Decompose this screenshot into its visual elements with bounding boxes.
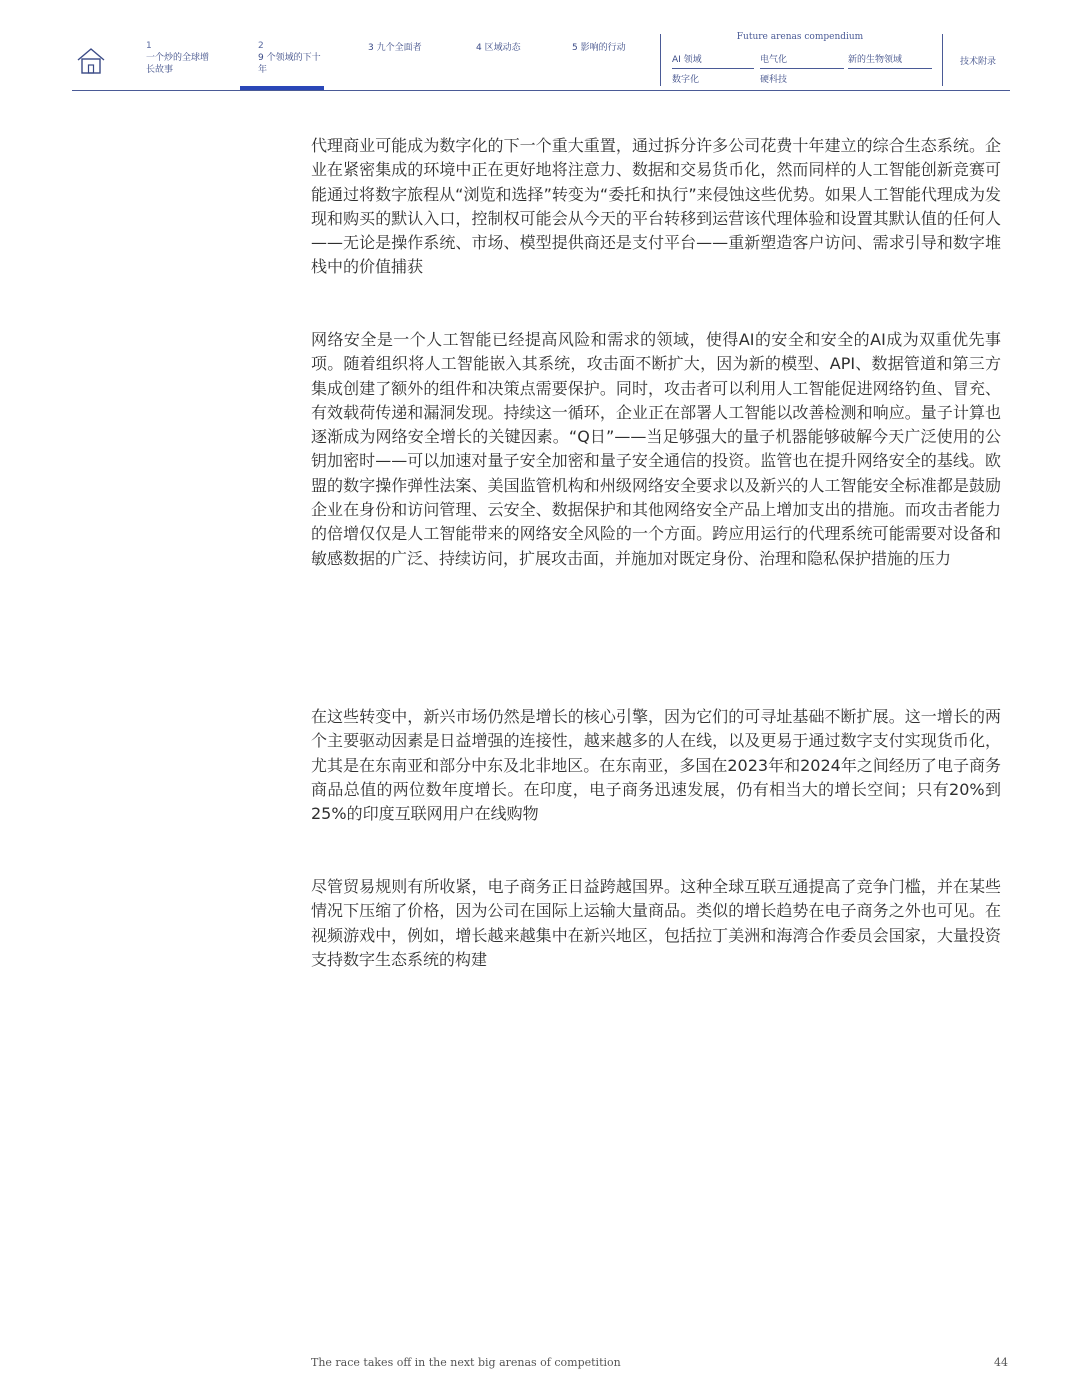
paragraph: 尽管贸易规则有所收紧，电子商务正日益跨越国界。这种全球互联互通提高了竞争门槛，并在某些情况下压缩了价格，因为公司在国际上运输大量商品。类似的增长趋势在电子商务之外也可见。在视频游戏中，例如，增长越来越集中在新兴地区，包括拉丁美洲和海湾合作委员会国家，大量投资支持数字生态系统的构建 <box>311 877 1001 969</box>
home-icon[interactable] <box>76 46 106 76</box>
page-number: 44 <box>994 1356 1008 1369</box>
nav-item-label: 3 九个全面者 <box>368 43 422 53</box>
paragraph: 网络安全是一个人工智能已经提高风险和需求的领域，使得AI的安全和安全的AI成为双重优先事项。随着组织将人工智能嵌入其系统，攻击面不断扩大，因为新的模型、API、数据管道和第三方集成创建了额外的组件和决策点需要保护。同时，攻击者可以利用人工智能促进网络钓鱼、冒充、有效载荷传递和漏洞发现。持续这一循环，企业正在部署人工智能以改善检测和响应。量子计算也逐渐成为网络安全增长的关键因素。“Q日”——当足够强大的量子机器能够破解今天广泛使用的公钥加密时——可以加速对量子安全加密和量子安全通信的投资。监管也在提升网络安全的基线。欧盟的数字操作弹性法案、美国监管机构和州级网络安全要求以及新兴的人工智能安全标准都是鼓励企业在身份和访问管理、云安全、数据保护和其他网络安全产品上增加支出的措施。而攻击者能力的倍增仅仅是人工智能带来的网络安全风险的一个方面。跨应用运行的代理系统可能需要对设备和敏感数据的广泛、持续访问，扩展攻击面，并施加对既定身份、治理和隐私保护措施的压力 <box>311 330 1001 568</box>
nav-divider <box>942 34 943 86</box>
arena-link-digital[interactable]: 数字化 <box>672 75 700 85</box>
footer-title: The race takes off in the next big arenas of competition <box>311 1356 621 1369</box>
nav-item-label: 5 影响的行动 <box>572 43 626 53</box>
nav-item-2-active[interactable] <box>258 40 328 76</box>
nav-item-number: 1 <box>146 41 152 51</box>
nav-divider <box>660 34 661 86</box>
nav-item-3[interactable] <box>368 42 428 54</box>
future-arenas-title: Future arenas compendium <box>736 32 864 42</box>
nav-item-label: 4 区域动态 <box>476 43 521 53</box>
paragraph: 代理商业可能成为数字化的下一个重大重置，通过拆分许多公司花费十年建立的综合生态系统。企业在紧密集成的环境中正在更好地将注意力、数据和交易货币化，然而同样的人工智能创新竞赛可能通过将数字旅程从“浏览和选择”转变为“委托和执行”来侵蚀这些优势。如果人工智能代理成为发现和购买的默认入口，控制权可能会从今天的平台转移到运营该代理体验和设置其默认值的任何人——无论是操作系统、市场、模型提供商还是支付平台——重新塑造客户访问、需求引导和数字堆栈中的价值捕获 <box>311 136 1001 277</box>
nav-item-1[interactable] <box>146 40 216 76</box>
header-rule <box>72 90 1010 91</box>
top-navigation <box>72 30 1010 90</box>
nav-item-label: 一个炒的全球增长故事 <box>146 53 210 75</box>
nav-item-5[interactable] <box>572 42 628 54</box>
arena-link-electrification[interactable]: 电气化 <box>760 52 844 69</box>
nav-item-label: 9 个领域的下十年 <box>258 53 321 75</box>
paragraph: 在这些转变中，新兴市场仍然是增长的核心引擎，因为它们的可寻址基础不断扩展。这一增长的两个主要驱动因素是日益增强的连接性，越来越多的人在线，以及更易于通过数字支付实现货币化，尤其是在东南亚和部分中东及北非地区。在东南亚，多国在2023年和2024年之间经历了电子商务商品总值的两位数年度增长。在印度，电子商务迅速发展，仍有相当大的增长空间；只有20%到25%的印度互联网用户在线购物 <box>311 707 1001 824</box>
arena-link-hardtech[interactable]: 硬科技 <box>760 75 788 85</box>
arena-link-bio[interactable]: 新的生物领域 <box>848 52 932 69</box>
nav-item-number: 2 <box>258 41 264 51</box>
arena-link-ai[interactable]: AI 领域 <box>672 52 754 69</box>
nav-item-4[interactable] <box>476 42 532 54</box>
appendix-link[interactable]: 技术附录 <box>960 57 997 67</box>
